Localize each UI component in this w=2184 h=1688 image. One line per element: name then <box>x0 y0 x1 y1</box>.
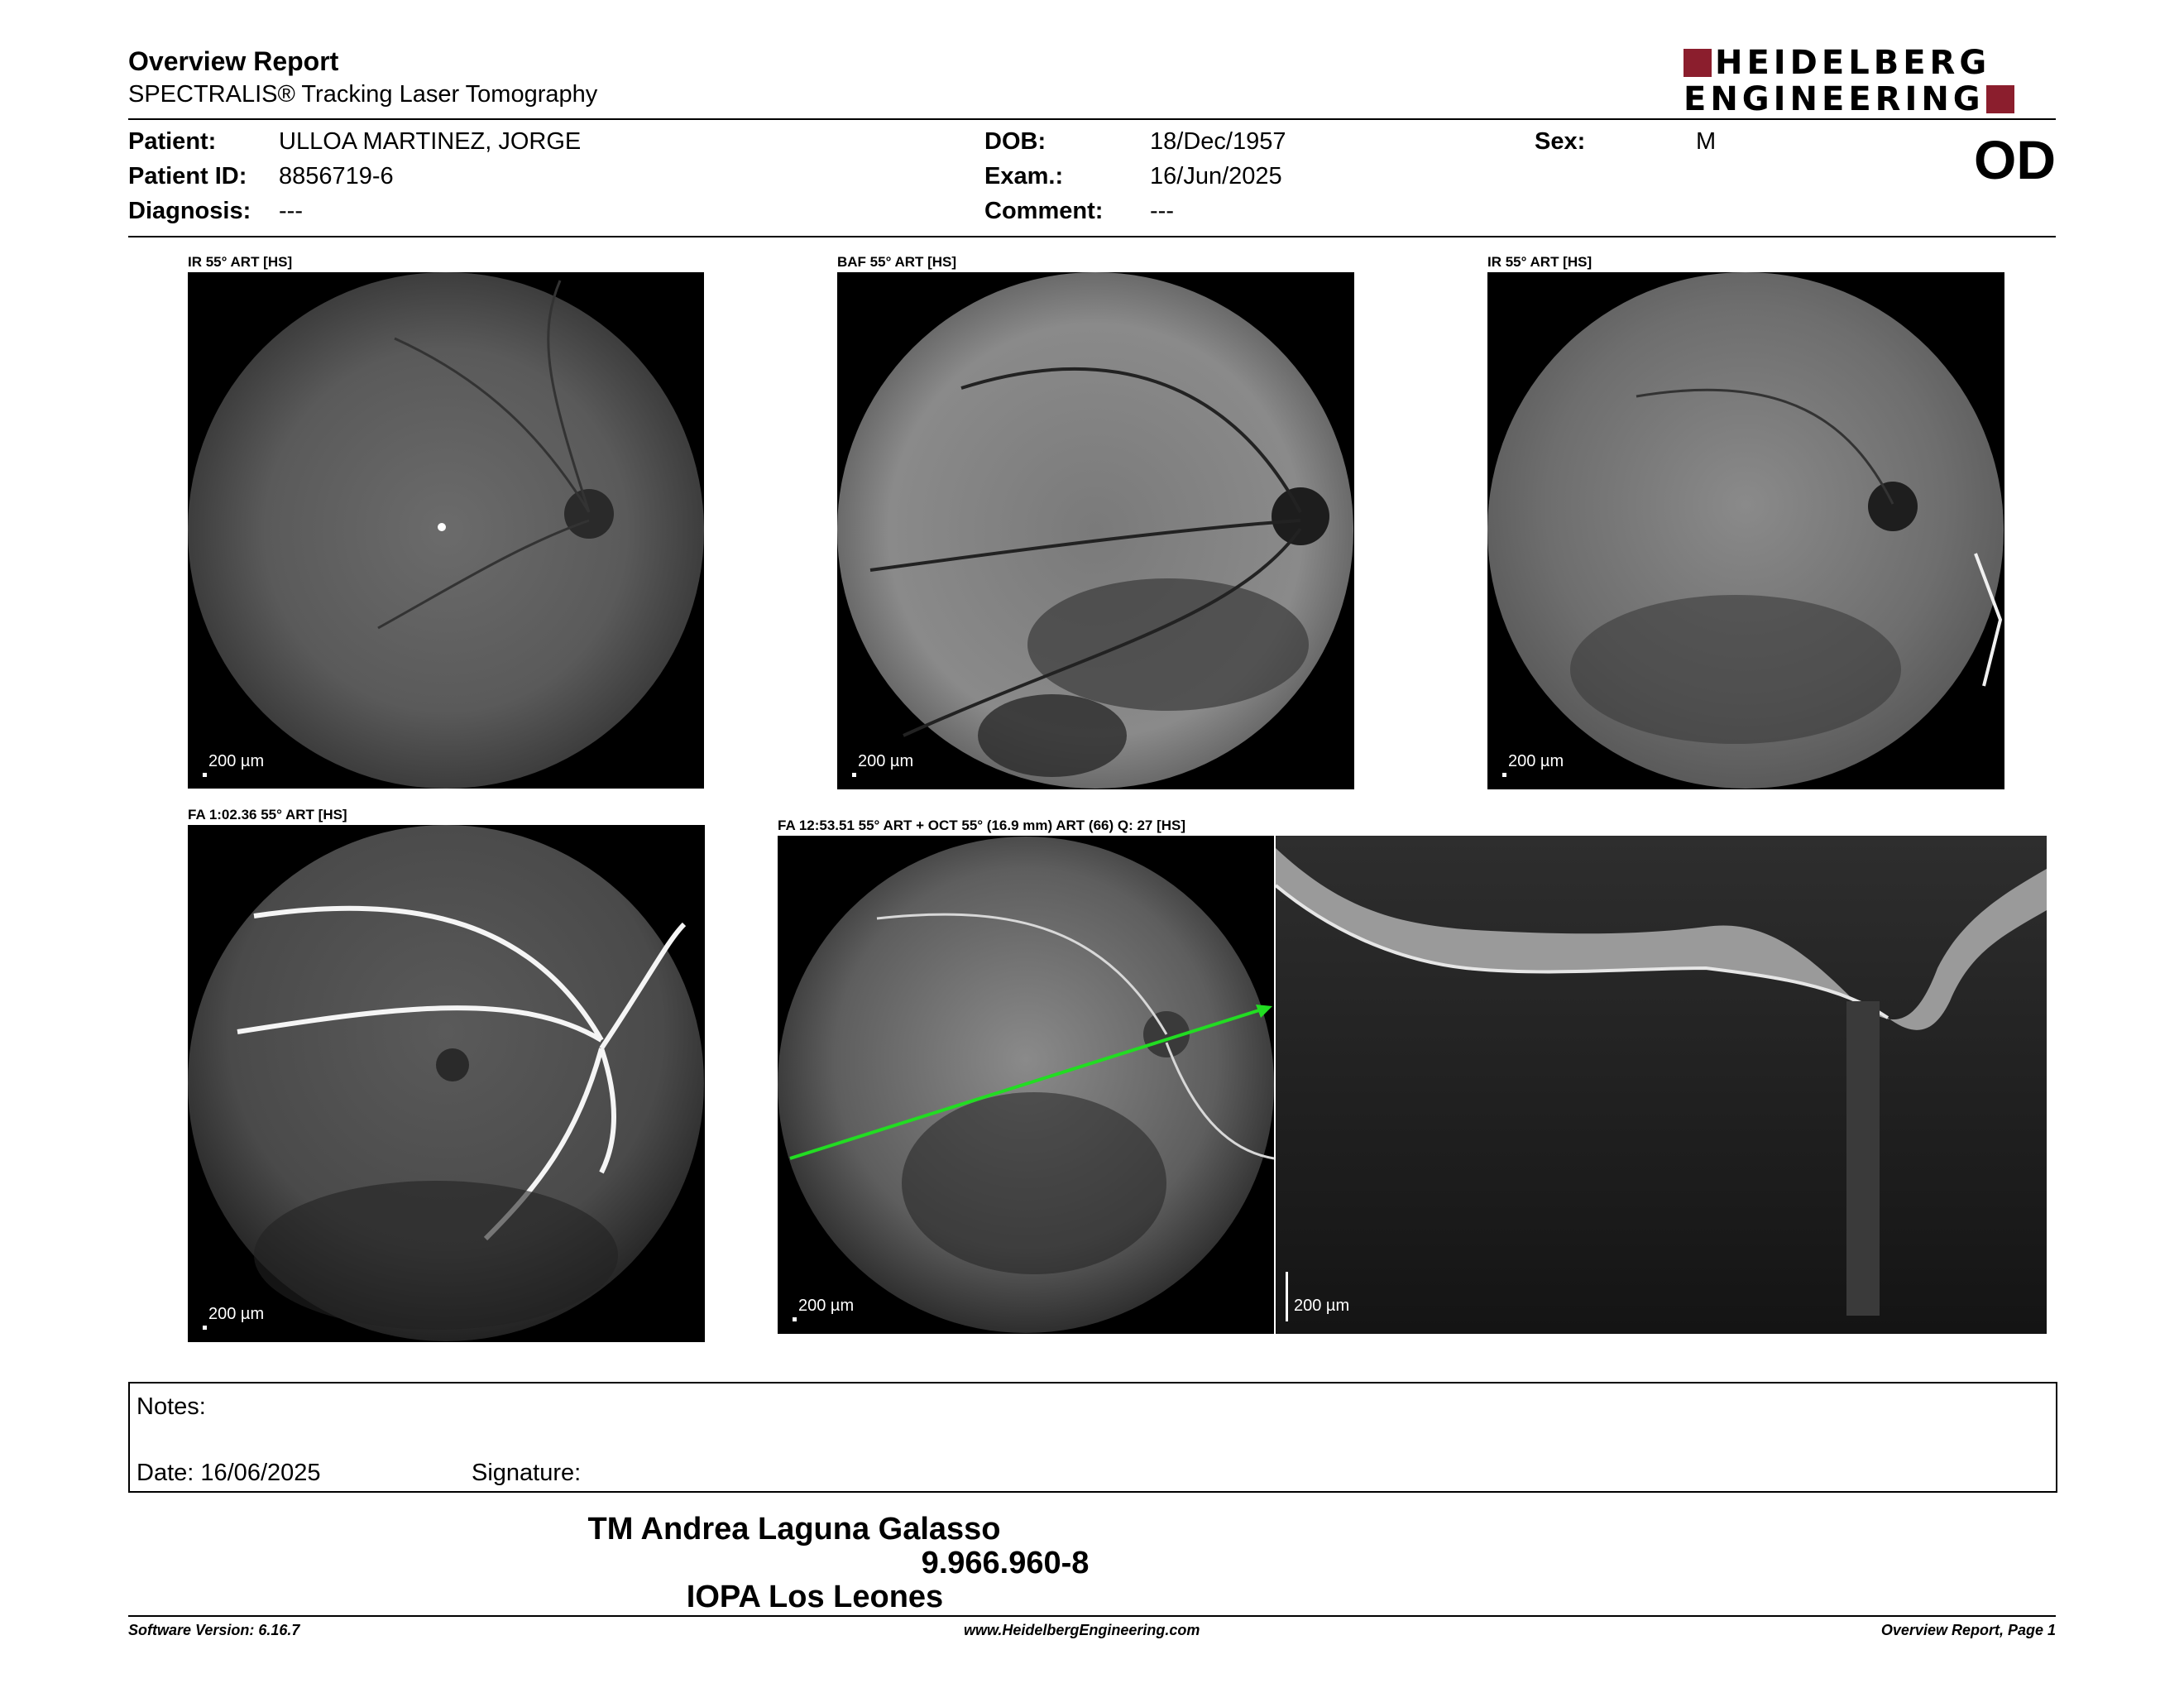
oct-bscan-image[interactable] <box>1276 836 2047 1334</box>
notes-label: Notes: <box>136 1393 206 1420</box>
report-subtitle: SPECTRALIS® Tracking Laser Tomography <box>128 81 598 108</box>
website-link[interactable]: www.HeidelbergEngineering.com <box>964 1622 1200 1638</box>
diagnosis-value: --- <box>279 198 303 224</box>
scale-label: 200 µm <box>208 752 265 770</box>
signature-label: Signature: <box>472 1460 582 1486</box>
exam-label: Exam.: <box>984 163 1064 189</box>
oct-scale-label: 200 µm <box>1294 1297 1350 1315</box>
page-number: Overview Report, Page 1 <box>1880 1622 2056 1638</box>
patient-divider <box>128 236 2056 237</box>
diagnosis-label: Diagnosis: <box>128 198 251 224</box>
patient-id-label: Patient ID: <box>128 163 247 189</box>
notes-date: Date: 16/06/2025 <box>136 1460 321 1486</box>
software-version: Software Version: 6.16.7 <box>128 1622 300 1638</box>
fa-oct-fundus-image[interactable] <box>778 836 1274 1334</box>
fundus-circle <box>188 272 704 789</box>
image-caption: BAF 55° ART [HS] <box>837 254 957 270</box>
signer-name: TM Andrea Laguna Galasso <box>587 1512 1001 1547</box>
notes-box[interactable] <box>128 1382 2057 1493</box>
image-caption: FA 12:53.51 55° ART + OCT 55° (16.9 mm) ART (66) Q: 27 [HS] <box>778 818 1186 833</box>
scale-label: 200 µm <box>1508 752 1564 770</box>
patient-label: Patient: <box>128 128 217 155</box>
signer-id: 9.966.960-8 <box>921 1546 1090 1580</box>
fundus-circle <box>1487 272 2004 789</box>
eye-indicator: OD <box>1974 129 2056 190</box>
logo-line-2: ENGINEERING <box>1684 80 1985 118</box>
scale-label: 200 µm <box>208 1305 265 1323</box>
image-caption: FA 1:02.36 55° ART [HS] <box>188 807 347 822</box>
fundus-circle <box>837 272 1354 789</box>
scale-marker <box>852 773 856 777</box>
report-title: Overview Report <box>128 46 339 76</box>
signer-institution: IOPA Los Leones <box>686 1580 944 1614</box>
oct-scale-bar <box>1286 1272 1288 1321</box>
scale-marker <box>203 1326 207 1330</box>
sex-value: M <box>1696 128 1717 155</box>
patient-id: 8856719-6 <box>279 163 394 189</box>
patient-name: ULLOA MARTINEZ, JORGE <box>279 128 582 155</box>
logo-square-icon <box>1684 49 1712 77</box>
comment-label: Comment: <box>984 198 1104 224</box>
oct-layers <box>1276 836 2047 1334</box>
footer-divider <box>128 1615 2056 1617</box>
dob-label: DOB: <box>984 128 1046 155</box>
scale-marker <box>793 1317 797 1321</box>
ir-fundus-image[interactable] <box>188 272 704 789</box>
fundus-circle <box>778 836 1274 1334</box>
image-caption: IR 55° ART [HS] <box>1487 254 1592 270</box>
logo-line-1: HEIDELBERG <box>1715 44 1991 82</box>
comment-value: --- <box>1150 198 1174 224</box>
dob-value: 18/Dec/1957 <box>1150 128 1286 155</box>
image-caption: IR 55° ART [HS] <box>188 254 293 270</box>
scale-label: 200 µm <box>798 1297 855 1315</box>
ir-fundus-image-2[interactable] <box>1487 272 2004 789</box>
sex-label: Sex: <box>1535 128 1586 155</box>
exam-date: 16/Jun/2025 <box>1150 163 1282 189</box>
fundus-circle <box>188 825 705 1342</box>
scale-marker <box>1502 773 1506 777</box>
baf-fundus-image[interactable] <box>837 272 1354 789</box>
header-divider <box>128 118 2056 120</box>
scale-label: 200 µm <box>858 752 914 770</box>
scale-marker <box>203 773 207 777</box>
fa-fundus-image[interactable] <box>188 825 705 1342</box>
logo-square-icon <box>1986 85 2014 113</box>
